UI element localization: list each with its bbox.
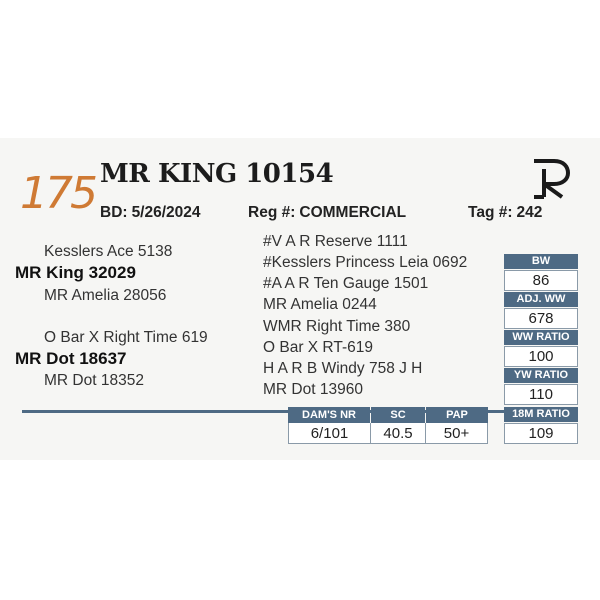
dam-sire: O Bar X Right Time 619 (44, 329, 208, 346)
great-grandparent: MR Amelia 0244 (263, 296, 377, 313)
stat-value-adj-ww: 678 (504, 308, 578, 329)
r-brand-logo-icon (530, 155, 578, 199)
dam-stat-value-sc: 40.5 (370, 423, 426, 444)
dam: MR Dot 18637 (15, 349, 127, 368)
sire-dam: MR Amelia 28056 (44, 287, 167, 304)
great-grandparent: H A R B Windy 758 J H (263, 360, 423, 377)
birth-date: BD: 5/26/2024 (100, 204, 201, 221)
stat-value-ww-ratio: 100 (504, 346, 578, 367)
dam-dam: MR Dot 18352 (44, 372, 144, 389)
stat-label-18m-ratio: 18M RATIO (504, 407, 578, 422)
sire-sire: Kesslers Ace 5138 (44, 243, 173, 260)
dam-stat-value-pap: 50+ (425, 423, 488, 444)
stat-label-yw-ratio: YW RATIO (504, 368, 578, 383)
dam-stat-label-pap: PAP (426, 407, 488, 423)
stat-value-yw-ratio: 110 (504, 384, 578, 405)
stat-label-adj-ww: ADJ. WW (504, 292, 578, 307)
dam-stat-label-nr: DAM'S NR (288, 407, 370, 423)
great-grandparent: MR Dot 13960 (263, 381, 363, 398)
stat-value-18m-ratio: 109 (504, 423, 578, 444)
sire: MR King 32029 (15, 263, 136, 282)
animal-name: MR KING 10154 (100, 159, 334, 189)
great-grandparent: #Kesslers Princess Leia 0692 (263, 254, 468, 271)
stat-label-bw: BW (504, 254, 578, 269)
tag-number: Tag #: 242 (468, 204, 543, 221)
great-grandparent: O Bar X RT-619 (263, 339, 373, 356)
dam-stat-label-sc: SC (371, 407, 425, 423)
stat-label-ww-ratio: WW RATIO (504, 330, 578, 345)
stat-value-bw: 86 (504, 270, 578, 291)
great-grandparent: #V A R Reserve 1111 (263, 233, 408, 250)
registration-number: Reg #: COMMERCIAL (248, 204, 407, 221)
lot-number: 175 (20, 168, 95, 219)
great-grandparent: #A A R Ten Gauge 1501 (263, 275, 429, 292)
great-grandparent: WMR Right Time 380 (263, 318, 411, 335)
dam-stat-value-nr: 6/101 (288, 423, 371, 444)
